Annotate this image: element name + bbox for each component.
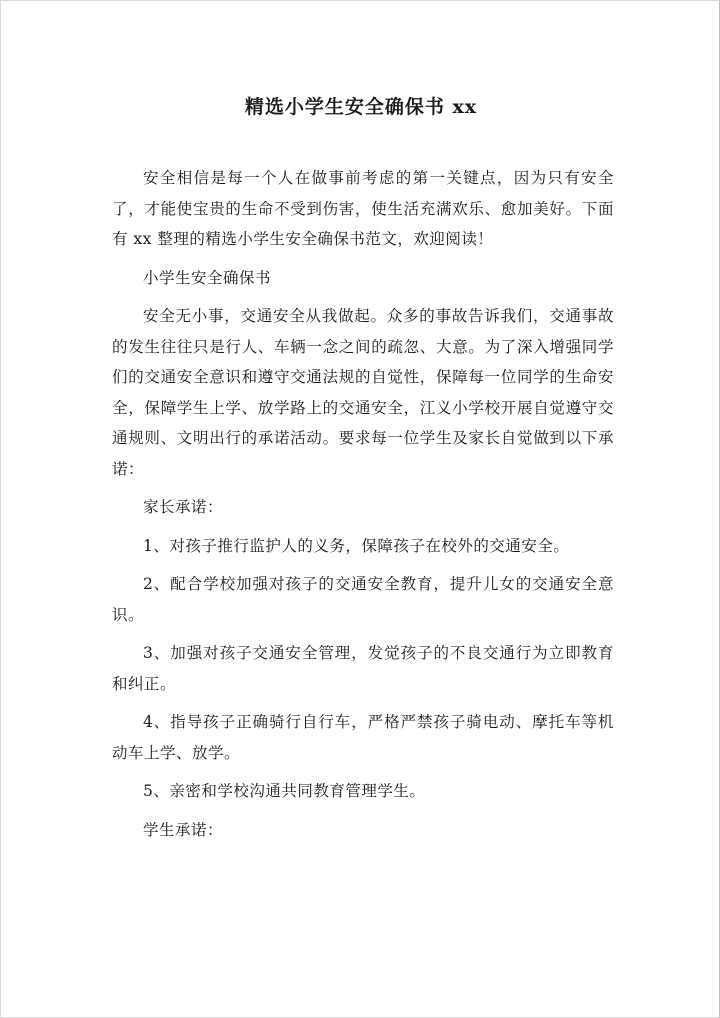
section-heading: 小学生安全确保书 <box>143 268 272 287</box>
document-body <box>112 163 614 853</box>
pledge-item-3: 3、加强对孩子交通安全管理，发觉孩子的不良交通行为立即教育和纠正。 <box>112 644 614 693</box>
pledge-item-1: 1、对孩子推行监护人的义务，保障孩子在校外的交通安全。 <box>143 536 570 555</box>
body-paragraph: 安全无小事，交通安全从我做起。众多的事故告诉我们，交通事故的发生往往只是行人、车辆一念之间的疏忽、大意。为了深入增强同学们的交通安全意识和遵守交通法规的自觉性，保障每一位同学的生命安全，保障学生上学、放学路上的交通安全，江义小学校开展自觉遵守交通规则、文明出行的承诺活动。要求每一位学生及家长自觉做到以下承诺： <box>112 307 614 478</box>
pledge-item-5: 5、亲密和学校沟通共同教育管理学生。 <box>143 782 426 800</box>
intro-paragraph: 安全相信是每一个人在做事前考虑的第一关键点，因为只有安全了，才能使宝贵的生命不受到伤害，使生活充满欢乐、愈加美好。下面有 xx 整理的精选小学生安全确保书范文，欢迎阅读！ <box>112 169 614 248</box>
pledge-item-2: 2、配合学校加强对孩子的交通安全教育，提升儿女的交通安全意识。 <box>112 575 614 624</box>
parent-pledge-heading: 家长承诺： <box>143 498 224 516</box>
student-pledge-heading: 学生承诺： <box>143 820 224 839</box>
pledge-item-4: 4、指导孩子正确骑行自行车，严格严禁孩子骑电动、摩托车等机动车上学、放学。 <box>112 713 614 762</box>
document-title: 精选小学生安全确保书 xx <box>244 96 478 118</box>
